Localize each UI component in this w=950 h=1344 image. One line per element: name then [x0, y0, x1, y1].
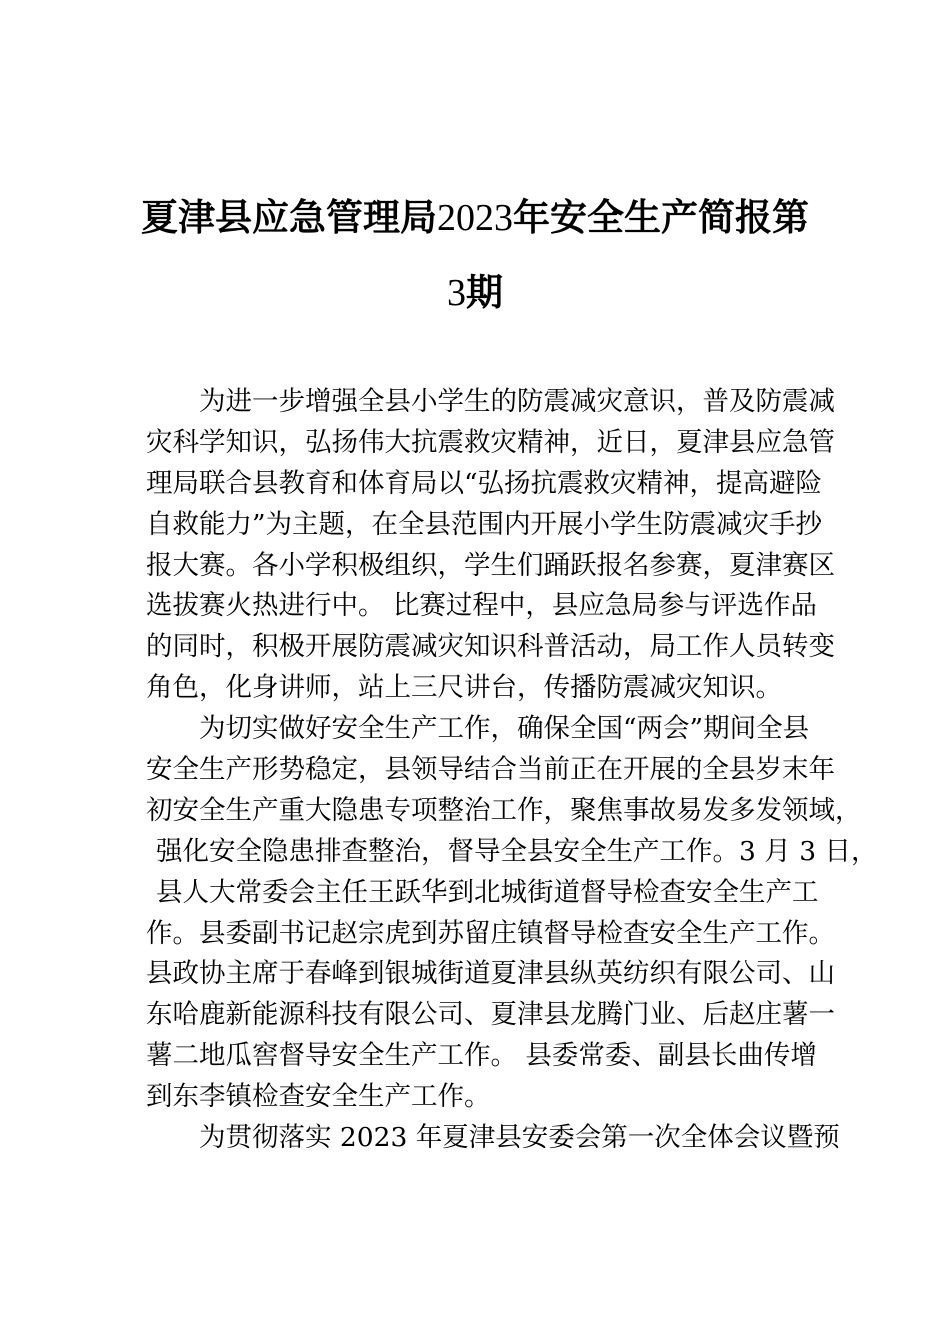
paragraph-line: 为贯彻落实 2023 年夏津县安委会第一次全体会议暨预 [199, 1122, 840, 1154]
paragraph-line: 安全生产形势稳定，县领导结合当前正在开展的全县岁末年 [146, 754, 835, 786]
paragraph-line: 到东李镇检查安全生产工作。 [146, 1081, 491, 1113]
document-body [146, 382, 878, 1159]
paragraph-line: 为进一步增强全县小学生的防震减灾意识，普及防震减 [199, 386, 835, 417]
paragraph-line: 选拔赛火热进行中。 比赛过程中，县应急局参与评选作品 [146, 590, 817, 622]
paragraph-line: 为切实做好安全生产工作，确保全国“两会”期间全县 [199, 713, 810, 745]
paragraph-line: 的同时，积极开展防震减灾知识科普活动，局工作人员转变 [146, 631, 835, 663]
title-issue-number: 3 [447, 272, 466, 314]
paragraph-line: 初安全生产重大隐患专项整治工作，聚焦事故易发多发领域， [146, 794, 862, 826]
paragraph-line: 灾科学知识，弘扬伟大抗震救灾精神，近日，夏津县应急管 [146, 426, 835, 458]
paragraph-line: 县人大常委会主任王跃华到北城街道督导检查安全生产工 [156, 876, 819, 908]
paragraph-line: 县政协主席于春峰到银城街道夏津县纵英纺织有限公司、山 [146, 958, 835, 990]
document-title-line-2 [0, 268, 950, 317]
title-suffix: 年安全生产简报第 [513, 195, 809, 239]
paragraph-line: 薯二地瓜窖督导安全生产工作。 县委常委、副县长曲传增 [146, 1040, 817, 1072]
paragraph-1 [146, 382, 836, 709]
paragraph-2 [146, 709, 878, 1118]
title-year: 2023 [437, 197, 513, 239]
paragraph-line: 自救能力”为主题，在全县范围内开展小学生防震减灾手抄 [146, 508, 823, 540]
title-prefix: 夏津县应急管理局 [141, 195, 437, 239]
paragraph-3 [146, 1118, 840, 1159]
paragraph-line: 理局联合县教育和体育局以“弘扬抗震救灾精神，提高避险 [146, 467, 823, 499]
paragraph-line: 强化安全隐患排查整治，督导全县安全生产工作。3 月 3 日， [156, 835, 878, 867]
document-title-line-1 [0, 193, 950, 242]
paragraph-line: 报大赛。各小学积极组织，学生们踊跃报名参赛，夏津赛区 [146, 549, 835, 581]
paragraph-line: 角色，化身讲师，站上三尺讲台，传播防震减灾知识。 [146, 672, 782, 704]
title-issue-suffix: 期 [466, 270, 503, 314]
paragraph-line: 东哈鹿新能源科技有限公司、夏津县龙腾门业、后赵庄薯一 [146, 999, 835, 1031]
paragraph-line: 作。县委副书记赵宗虎到苏留庄镇督导检查安全生产工作。 [146, 917, 835, 949]
